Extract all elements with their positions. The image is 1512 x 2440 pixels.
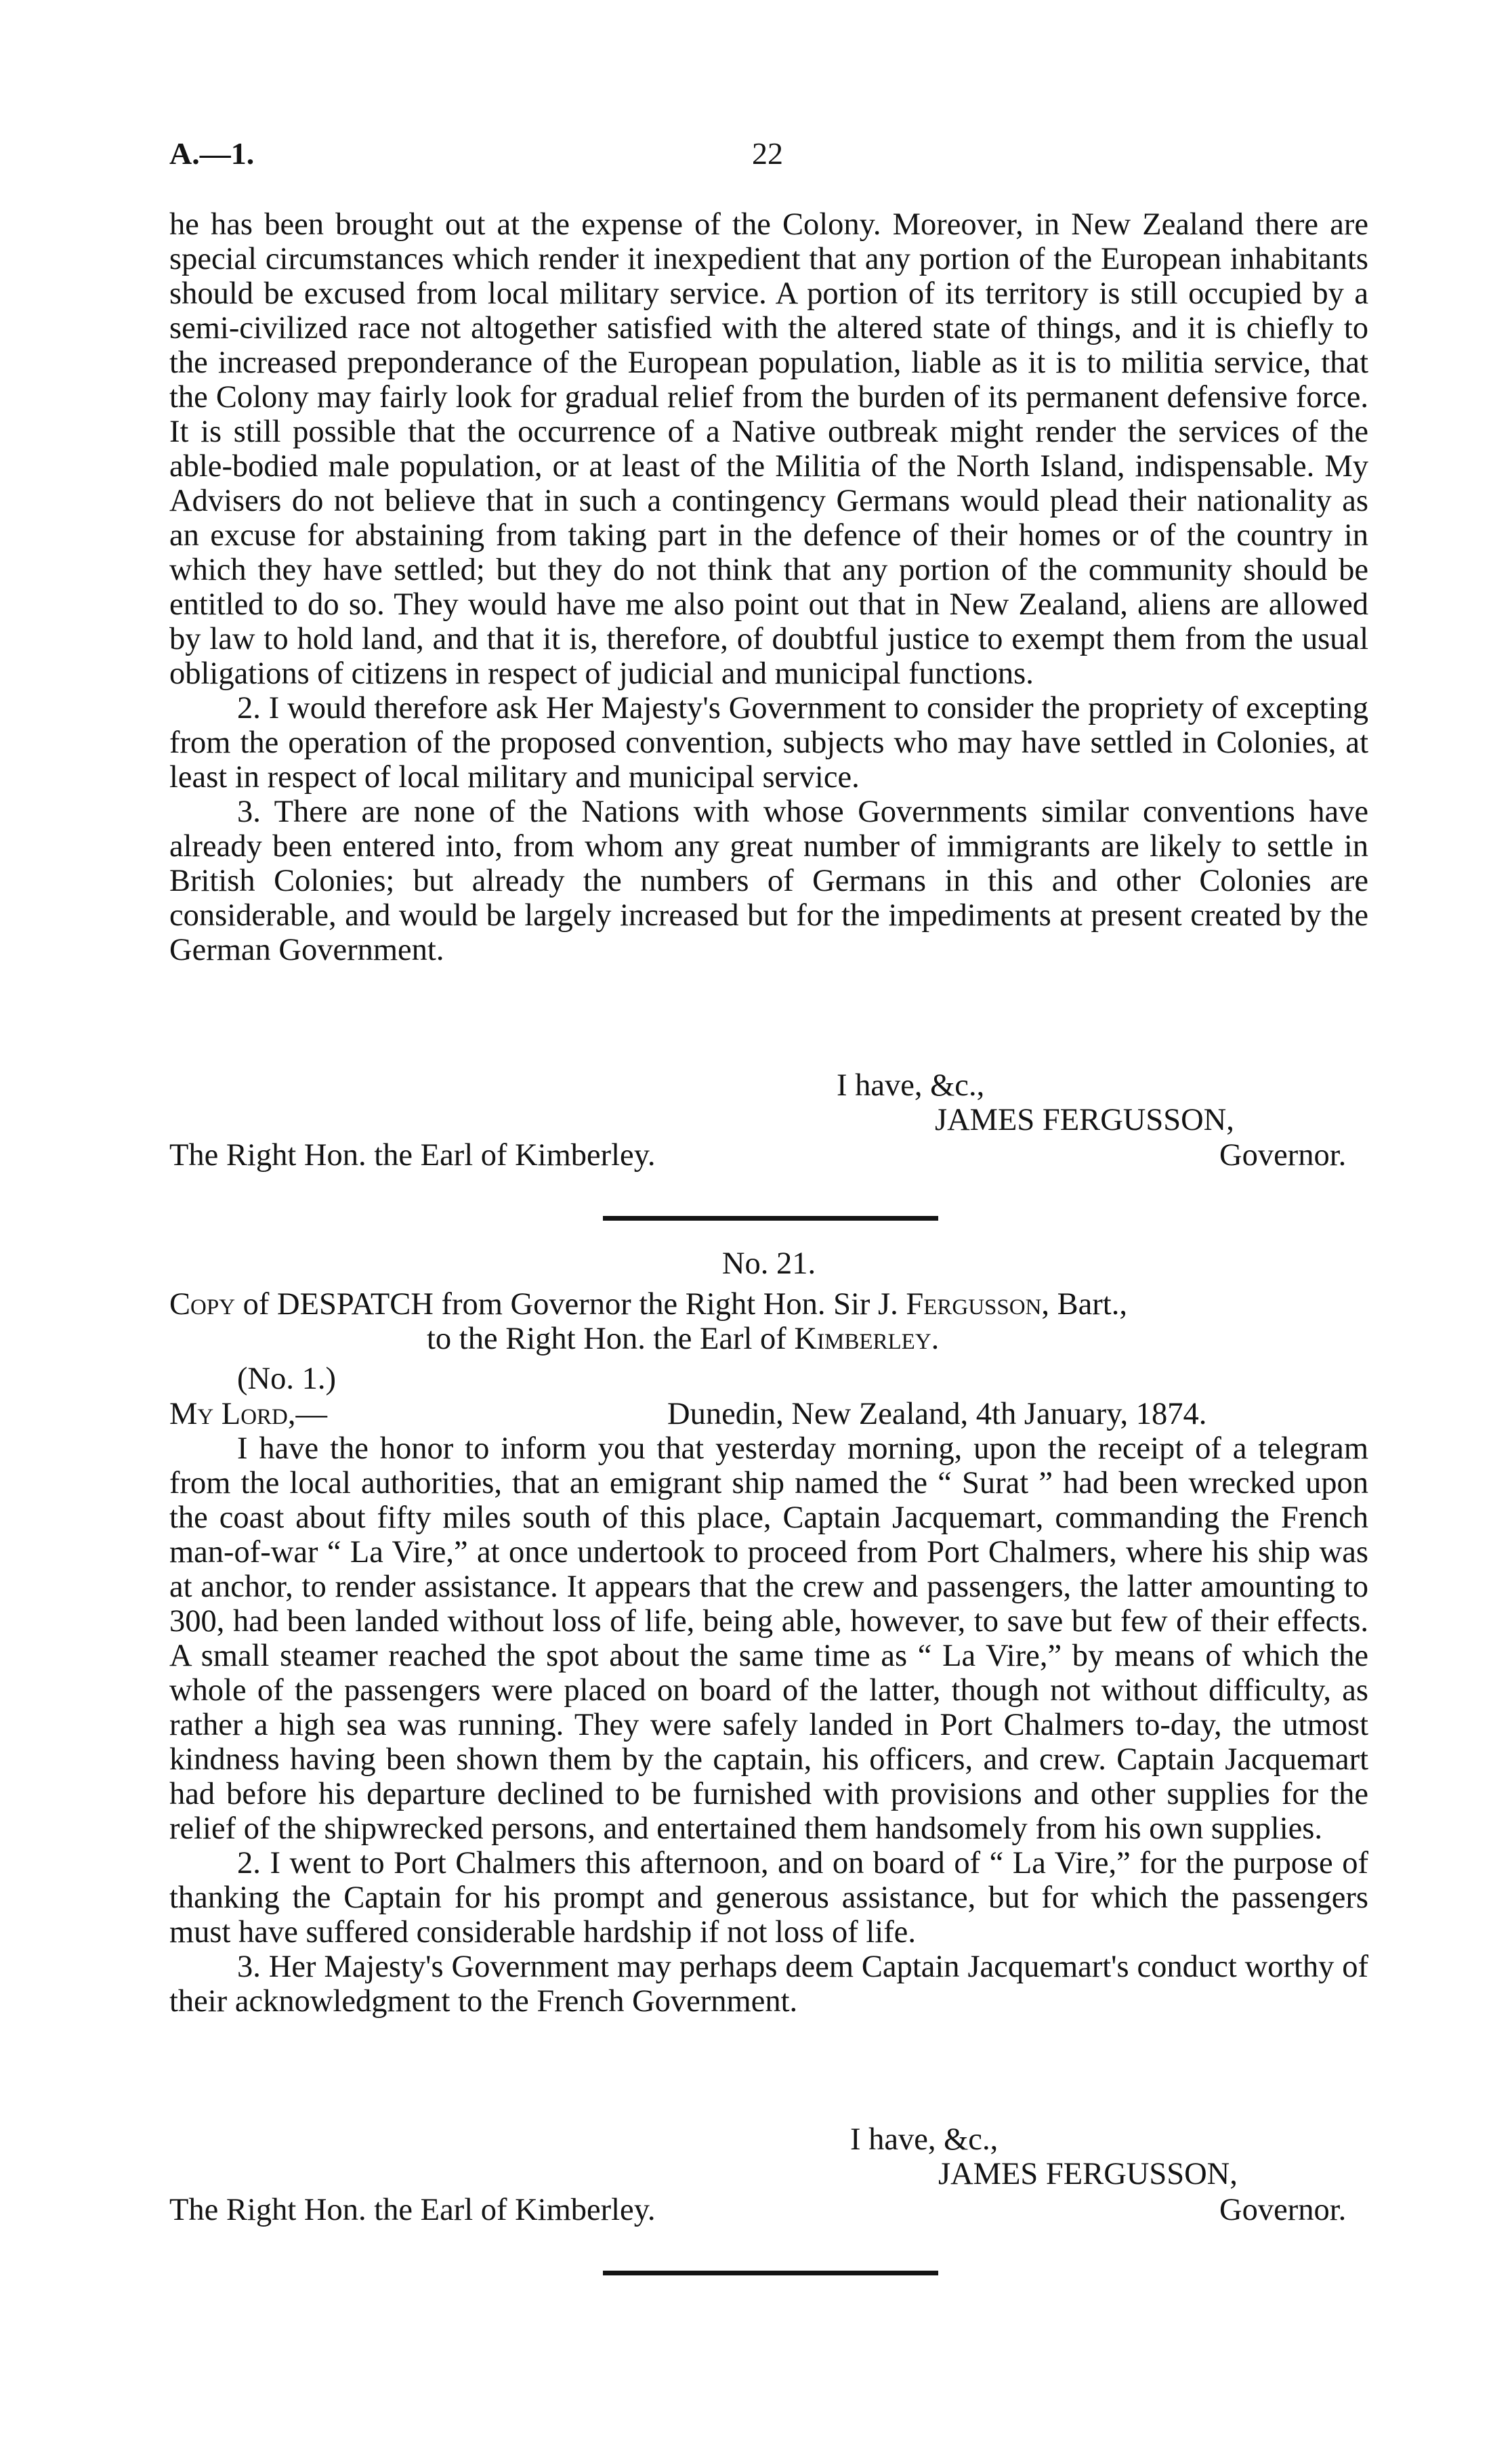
section-divider-1 [603,1216,938,1221]
section-1-paragraph-1: he has been brought out at the expense of the Colony. Moreover, in New Zealand there are special circumstances which render it inexpedient that any portion of the European inhabitants should be excused from local military service. A portion of its territory is still occupied by a semi-civilized race not altogether satisfied with the altered state of things, and it is chiefly to the increased preponderance of the European population, liable as it is to militia service, that the Colony may fairly look for gradual relief from the burden of its permanent defensive force. It is still possible that the occurrence of a Native outbreak might render the services of the able-bodied male population, or at least of the Militia of the North Island, indispensable. My Advisers do not believe that in such a contingency Germans would plead their nationality as an excuse for abstaining from taking part in the defence of their homes or of the country in which they have settled; but they do not think that any portion of the community should be entitled to do so. They would have me also point out that in New Zealand, aliens are allowed by law to hold land, and that it is, therefore, of doubtful justice to exempt them from the usual obligations of citizens in respect of judicial and municipal functions. [169,207,1368,691]
section-1-signatory: JAMES FERGUSSON, [935,1103,1234,1137]
section-1-body [169,207,1368,967]
section-1-governor-title: Governor. [1219,1138,1347,1173]
despatch-internal-number: (No. 1.) [237,1362,336,1396]
section-2-paragraph-1: I have the honor to inform you that yesterday morning, upon the receipt of a telegram from the local authorities, that an emigrant ship named the “ Surat ” had been wrecked upon the coast about fifty miles south of this place, Captain Jacquemart, commanding the French man-of-war “ La Vire,” at once undertook to proceed from Port Chalmers, where his ship was at anchor, to render assistance. It appears that the crew and passengers, the latter amounting to 300, had been landed without loss of life, being able, however, to save but few of their effects. A small steamer reached the spot about the same time as “ La Vire,” by means of which the whole of the passengers were placed on board of the latter, though not without difficulty, as rather a high sea was running. They were safely landed in Port Chalmers to-day, the utmost kindness having been shown them by the captain, his officers, and crew. Captain Jacquemart had before his departure declined to be furnished with provisions and other supplies for the relief of the shipwrecked persons, and entertained them handsomely from his own supplies. [169,1431,1368,1846]
despatch-heading-line-1 [169,1287,1127,1322]
section-2-body [169,1431,1368,2019]
heading-copy-word: Copy [169,1287,236,1322]
place-and-date: Dunedin, New Zealand, 4th January, 1874. [667,1397,1207,1431]
salutation-dash: ,— [287,1397,328,1431]
salutation [169,1397,327,1431]
section-2-paragraph-2: 2. I went to Port Chalmers this afternoon, and on board of “ La Vire,” for the purpose of thanking the Captain for his prompt and generous assistance, but for which the passengers must have suffered considerable hardship if not loss of life. [169,1846,1368,1950]
despatch-heading-line-2 [427,1322,939,1356]
section-2-signatory: JAMES FERGUSSON, [938,2157,1238,2191]
heading-kimberley: Kimberley [794,1322,931,1356]
despatch-number: No. 21. [721,1246,816,1281]
section-2-governor-title: Governor. [1219,2193,1347,2227]
section-divider-2 [603,2271,938,2275]
section-1-paragraph-3: 3. There are none of the Nations with whose Governments similar conventions have already been entered into, from whom any great number of immigrants are likely to settle in British Colonies; but already the numbers of Germans in this and other Colonies are considerable, and would be largely increased but for the impediments at present created by the German Government. [169,795,1368,967]
section-2-closing: I have, &c., [850,2122,999,2157]
heading-bart: , Bart., [1041,1287,1127,1322]
heading-line-2-end: . [931,1322,940,1356]
section-1-addressee: The Right Hon. the Earl of Kimberley. [169,1138,656,1173]
salutation-text: My Lord [169,1397,288,1431]
heading-fergusson: Fergusson [906,1287,1042,1322]
section-1-paragraph-2: 2. I would therefore ask Her Majesty's Government to consider the propriety of excepting from the operation of the proposed convention, subjects who may have settled in Colonies, at least in respect of local military and municipal service. [169,691,1368,795]
page-number: 22 [752,136,783,171]
section-2-paragraph-3: 3. Her Majesty's Government may perhaps deem Captain Jacquemart's conduct worthy of their acknowledgment to the French Government. [169,1950,1368,2019]
heading-text: of DESPATCH from Governor the Right Hon. Sir J. [235,1287,906,1322]
section-2-addressee: The Right Hon. the Earl of Kimberley. [169,2193,656,2227]
heading-line-2-text: to the Right Hon. the Earl of [427,1322,795,1356]
section-1-closing: I have, &c., [837,1068,985,1103]
document-reference: A.—1. [169,136,255,171]
